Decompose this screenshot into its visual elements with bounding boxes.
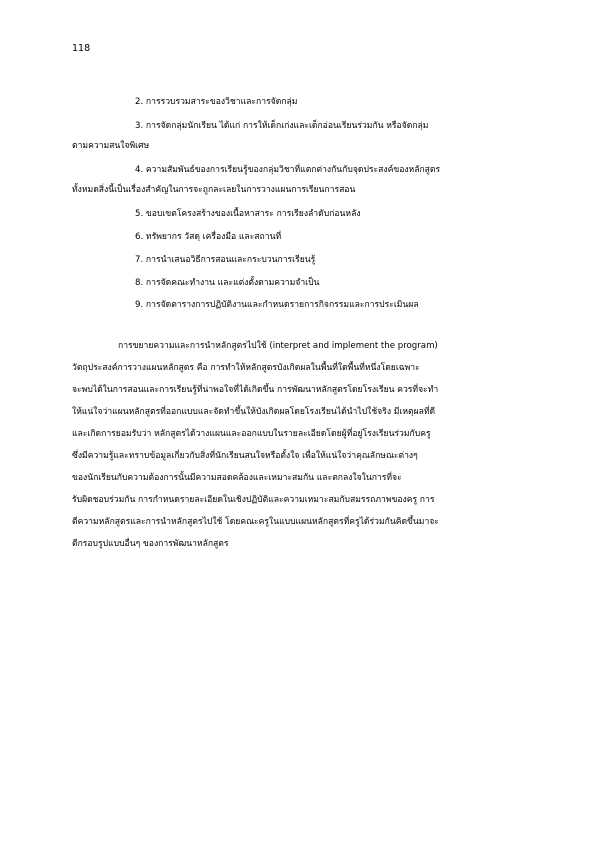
list-item-4: 4. ความสัมพันธ์ของการเรียนรู้ของกลุ่มวิชาที่แตกต่างกันกับจุดประสงค์ของหลักสูตร [135,165,441,175]
list-item-7: 7. การนำเสนอวิธีการสอนและกระบวนการเรียนรู้ [135,255,316,265]
paragraph-line: ซึ่งมีความรู้และทราบข้อมูลเกี่ยวกับสิ่งที่นักเรียนสนใจหรือตั้งใจ เพื่อให้แน่ใจว่าคุณลักษณะต่างๆ [72,451,418,461]
paragraph-line: และเกิดการยอมรับว่า หลักสูตรได้วางแผนและออกแบบในรายละเอียดโดยผู้ที่อยู่โรงเรียนร่วมกับครู [72,429,431,439]
paragraph-line: ของนักเรียนกับความต้องการนั้นมีความสอดคล้องและเหมาะสมกัน และตกลงใจในการที่จะ [72,473,402,483]
list-item-6: 6. ทรัพยากร วัสดุ เครื่องมือ และสถานที่ [135,232,282,242]
paragraph-line: ตีความหลักสูตรและการนำหลักสูตรไปใช้ โดยคณะครูในแบบแผนหลักสูตรที่ครูได้ร่วมกันคิดขึ้นมาจะ [72,517,439,527]
list-item-4-continuation: ทั้งหมดสิ่งนี้เป็นเรื่องสำคัญในการจะถูกละเลยในการวางแผนการเรียนการสอน [72,185,356,195]
list-item-2: 2. การรวบรวมสาระของวิชาและการจัดกลุ่ม [135,97,298,107]
list-item-8: 8. การจัดคณะทำงาน และแต่งตั้งตามความจำเป็น [135,278,320,288]
list-item-5: 5. ขอบเขตโครงสร้างของเนื้อหาสาระ การเรียงลำดับก่อนหลัง [135,209,361,219]
list-item-3: 3. การจัดกลุ่มนักเรียน ได้แก่ การให้เด็กเก่งและเด็กอ่อนเรียนร่วมกัน หรือจัดกลุ่ม [135,121,429,131]
paragraph-line: จะพบได้ในการสอนและการเรียนรู้ที่น่าพอใจที่ได้เกิดขึ้น การพัฒนาหลักสูตรโดยโรงเรียน ควรที่จะทำ [72,385,439,395]
list-item-3-continuation: ตามความสนใจพิเศษ [72,141,150,151]
paragraph-line: การขยายความและการนำหลักสูตรไปใช้ (interpret and implement the program) [118,341,438,351]
paragraph-line: ตีกรอบรูปแบบอื่นๆ ของการพัฒนาหลักสูตร [72,539,229,549]
list-item-9: 9. การจัดตารางการปฏิบัติงานและกำหนดรายการกิจกรรมและการประเมินผล [135,300,419,310]
paragraph-line: วัตถุประสงค์การวางแผนหลักสูตร คือ การทำให้หลักสูตรบังเกิดผลในพื้นที่ใดพื้นที่หนึ่งโดยเฉพาะ [72,363,420,373]
paragraph-line: ให้แน่ใจว่าแผนหลักสูตรที่ออกแบบและจัดทำขึ้นให้บังเกิดผลโดยโรงเรียนได้นำไปใช้จริง มีเหตุผลที่ดี [72,407,436,417]
paragraph-line: รับผิดชอบร่วมกัน การกำหนดรายละเอียดในเชิงปฏิบัติและความเหมาะสมกับสมรรถภาพของครู การ [72,495,435,505]
page-number: 118 [72,43,91,54]
